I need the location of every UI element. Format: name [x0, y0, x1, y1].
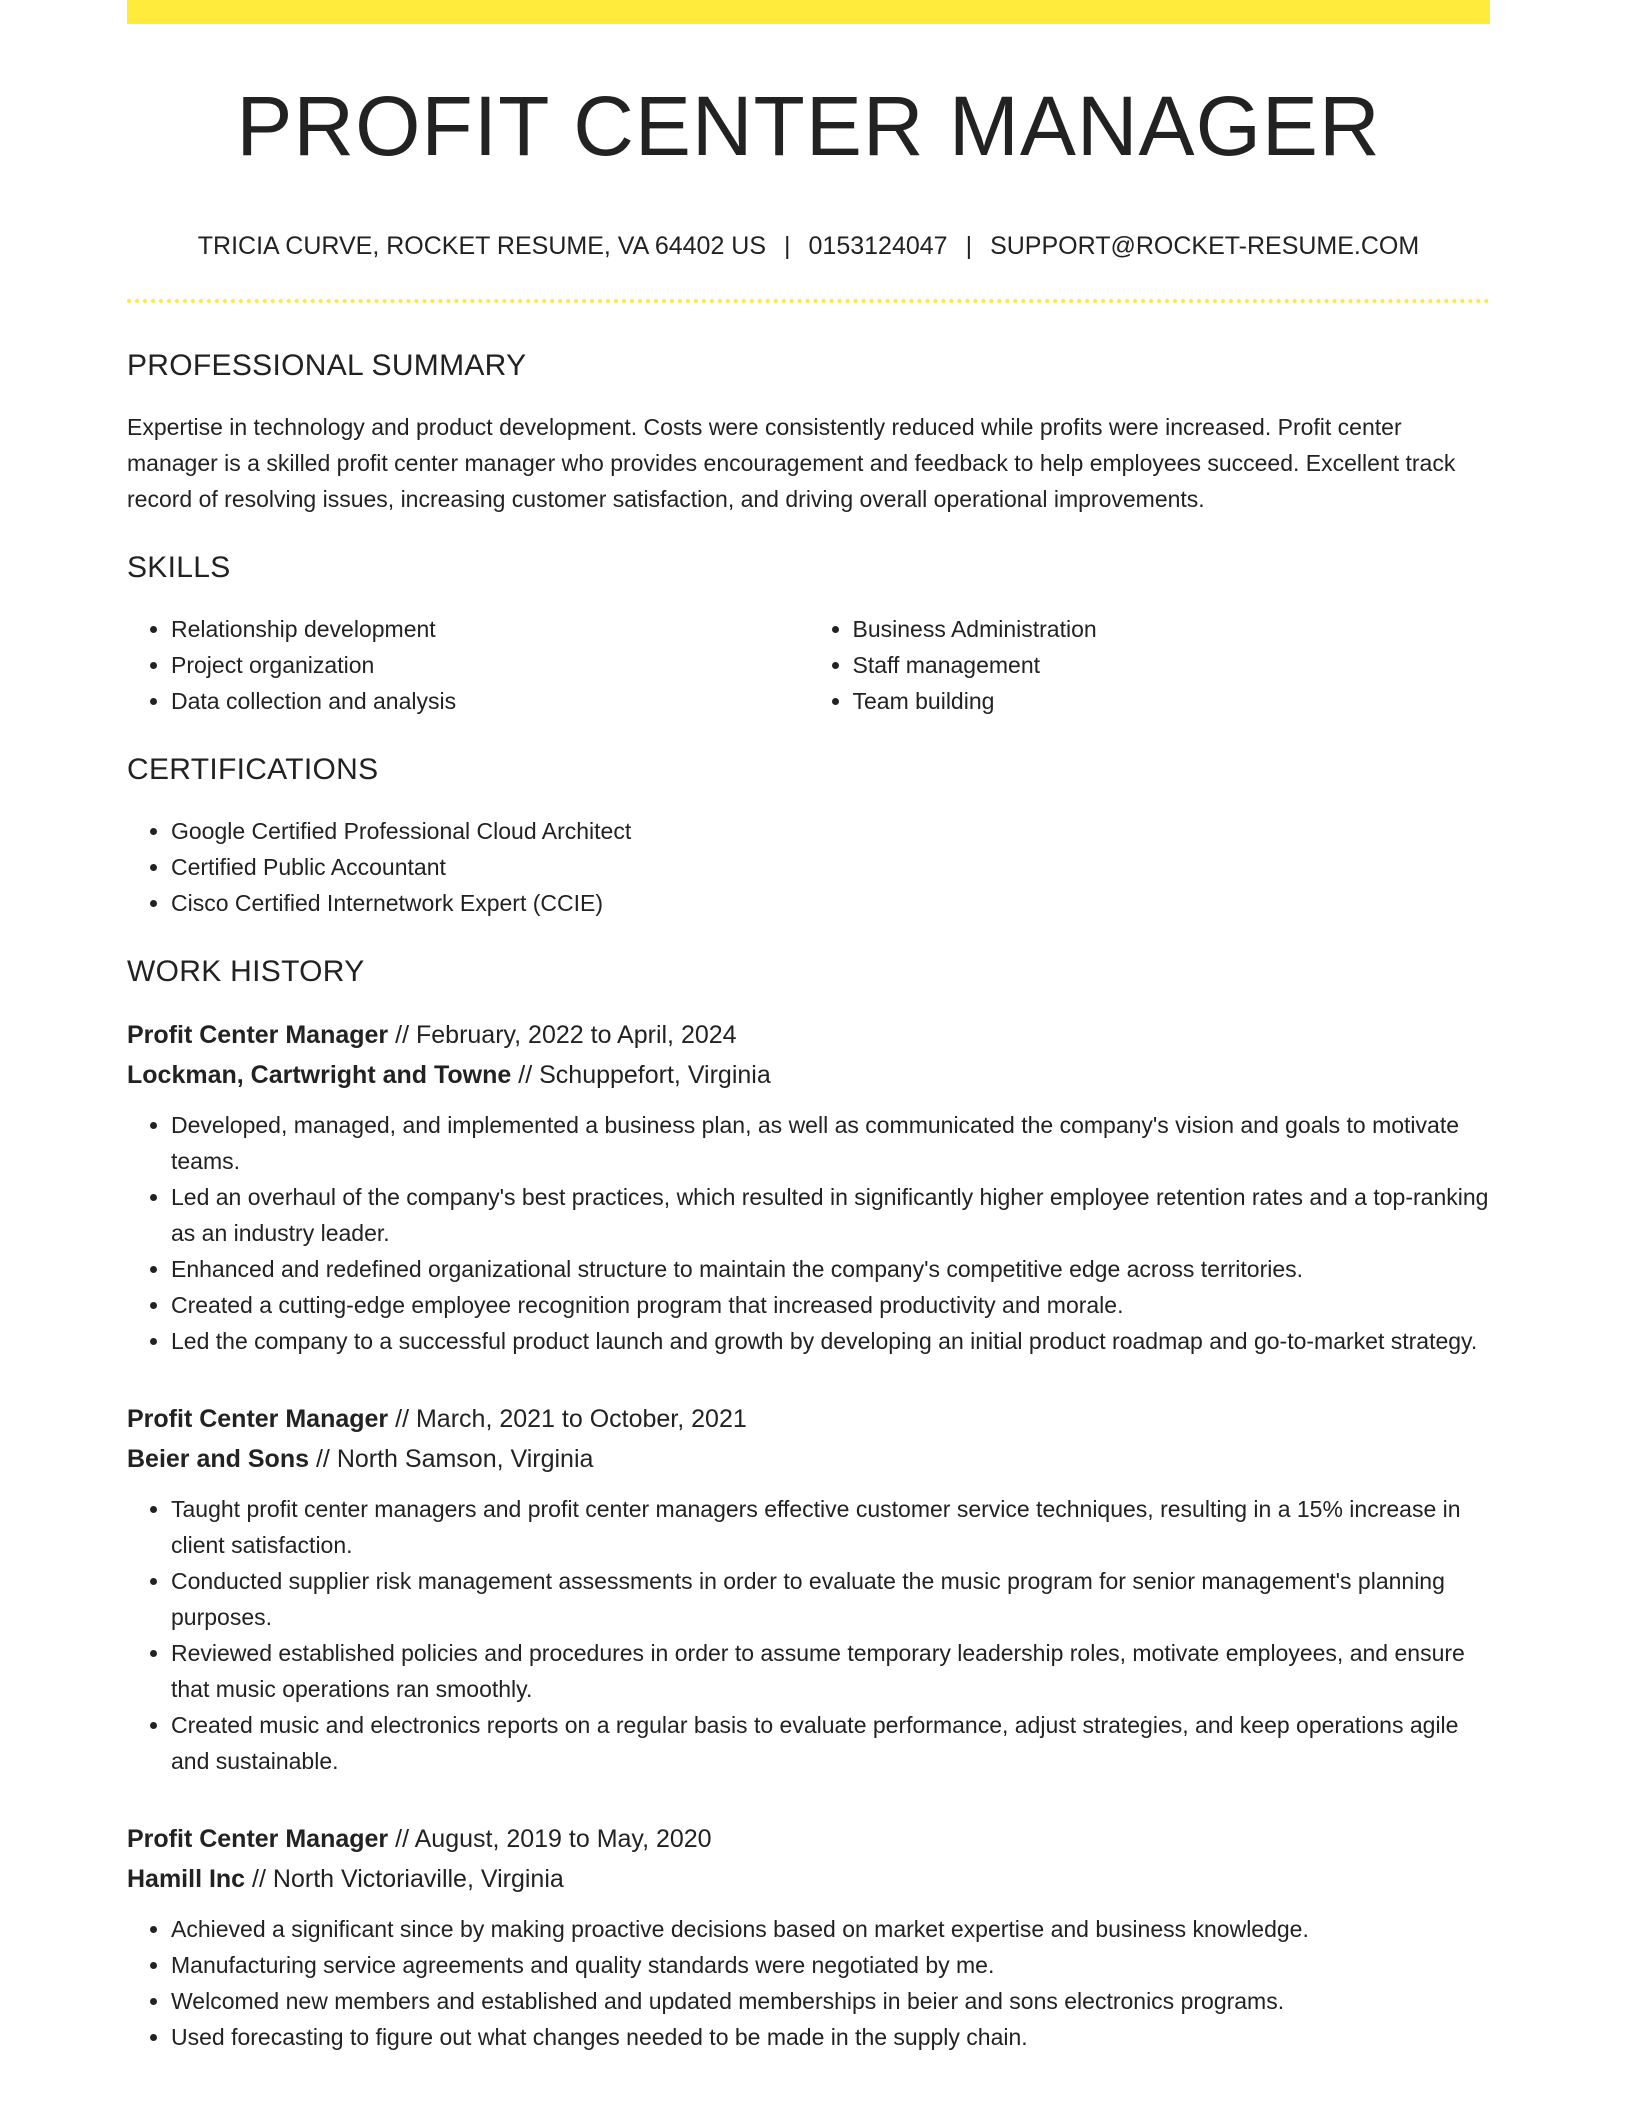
job-title: Profit Center Manager [127, 1405, 389, 1433]
job-separator: // [252, 1865, 266, 1893]
job-company: Beier and Sons [127, 1445, 309, 1473]
job-bullet: • Welcomed new members and established and updated memberships in beier and sons electronics programs. [171, 1983, 1490, 2019]
job-title: Profit Center Manager [127, 1825, 389, 1853]
job-title-line [127, 1399, 1490, 1439]
skills-list-right [809, 611, 1491, 719]
job-company-line [127, 1055, 1490, 1095]
work-history-heading: WORK HISTORY [127, 955, 365, 988]
contact-address: TRICIA CURVE, ROCKET RESUME, VA 64402 US [197, 232, 767, 260]
job-separator: // [518, 1061, 533, 1089]
job-bullet: • Developed, managed, and implemented a business plan, as well as communicated the company's vision and goals to motivate teams. [171, 1107, 1490, 1179]
job-bullet: • Reviewed established policies and procedures in order to assume temporary leadership roles, motivate employees, and ensure that music operations ran smoothly. [171, 1635, 1490, 1707]
job-company: Lockman, Cartwright and Towne [127, 1061, 512, 1089]
job-separator: // [315, 1445, 330, 1473]
contact-email: SUPPORT@ROCKET-RESUME.COM [990, 232, 1420, 260]
skill-item: • Team building [853, 683, 1491, 719]
job-company: Hamill Inc [127, 1865, 246, 1893]
contact-line [127, 234, 1490, 259]
certification-item: • Cisco Certified Internetwork Expert (CCIE) [171, 885, 1490, 921]
skills-grid [127, 611, 1490, 719]
job-company-line [127, 1859, 1490, 1899]
job-bullet: • Manufacturing service agreements and quality standards were negotiated by me. [171, 1947, 1490, 1983]
job-bullets [127, 1107, 1490, 1359]
job-entry [127, 1819, 1490, 2055]
skill-item: • Data collection and analysis [171, 683, 809, 719]
contact-separator: | [784, 232, 791, 260]
job-location: North Victoriaville, Virginia [272, 1865, 564, 1893]
skill-item: • Staff management [853, 647, 1491, 683]
skill-item: • Business Administration [853, 611, 1491, 647]
accent-top-bar [127, 0, 1490, 24]
resume-page [127, 0, 1490, 2055]
job-bullet: • Conducted supplier risk management assessments in order to evaluate the music program for senior management's planning purposes. [171, 1563, 1490, 1635]
job-bullet: • Taught profit center managers and profit center managers effective customer service techniques, resulting in a 15% increase in client satisfaction. [171, 1491, 1490, 1563]
skills-list-left [127, 611, 809, 719]
job-entry [127, 1399, 1490, 1779]
certifications-heading: CERTIFICATIONS [127, 753, 379, 786]
job-bullet: • Created a cutting-edge employee recognition program that increased productivity and morale. [171, 1287, 1490, 1323]
job-separator: // [395, 1021, 410, 1049]
job-bullet: • Enhanced and redefined organizational structure to maintain the company's competitive edge across territories. [171, 1251, 1490, 1287]
contact-separator: | [965, 232, 973, 260]
job-bullet: • Used forecasting to figure out what changes needed to be made in the supply chain. [171, 2019, 1490, 2055]
certification-item: • Certified Public Accountant [171, 849, 1490, 885]
skills-heading: SKILLS [127, 551, 231, 584]
contact-phone: 0153124047 [808, 232, 948, 260]
job-bullets [127, 1491, 1490, 1779]
job-company-line [127, 1439, 1490, 1479]
job-dates: February, 2022 to April, 2024 [415, 1021, 737, 1049]
job-bullet: • Led the company to a successful product launch and growth by developing an initial product roadmap and go-to-market strategy. [171, 1323, 1490, 1359]
skill-item: • Project organization [171, 647, 809, 683]
job-entry [127, 1015, 1490, 1359]
job-title-line [127, 1819, 1490, 1859]
job-title: Profit Center Manager [127, 1021, 389, 1049]
skill-item: • Relationship development [171, 611, 809, 647]
job-bullets [127, 1911, 1490, 2055]
summary-text: Expertise in technology and product development. Costs were consistently reduced while profits were increased. Profit center manager is a skilled profit center manager who provides encouragement and feedback to help employees succeed. Excellent track record of resolving issues, increasing customer satisfaction, and driving overall operational improvements. [127, 414, 1456, 512]
resume-title: PROFIT CENTER MANAGER [236, 79, 1381, 173]
job-bullet: • Created music and electronics reports on a regular basis to evaluate performance, adjust strategies, and keep operations agile and sustainable. [171, 1707, 1490, 1779]
dotted-divider [127, 299, 1490, 303]
summary-heading: PROFESSIONAL SUMMARY [127, 349, 527, 382]
job-dates: March, 2021 to October, 2021 [415, 1405, 747, 1433]
job-location: North Samson, Virginia [336, 1445, 594, 1473]
job-location: Schuppefort, Virginia [539, 1061, 771, 1089]
job-dates: August, 2019 to May, 2020 [414, 1825, 712, 1853]
job-separator: // [395, 1405, 410, 1433]
job-bullet: • Achieved a significant since by making proactive decisions based on market expertise and business knowledge. [171, 1911, 1490, 1947]
job-bullet: • Led an overhaul of the company's best practices, which resulted in significantly higher employee retention rates and a top-ranking as an industry leader. [171, 1179, 1490, 1251]
job-title-line [127, 1015, 1490, 1055]
certification-item: • Google Certified Professional Cloud Architect [171, 813, 1490, 849]
job-separator: // [395, 1825, 410, 1853]
certifications-list [127, 813, 1490, 921]
